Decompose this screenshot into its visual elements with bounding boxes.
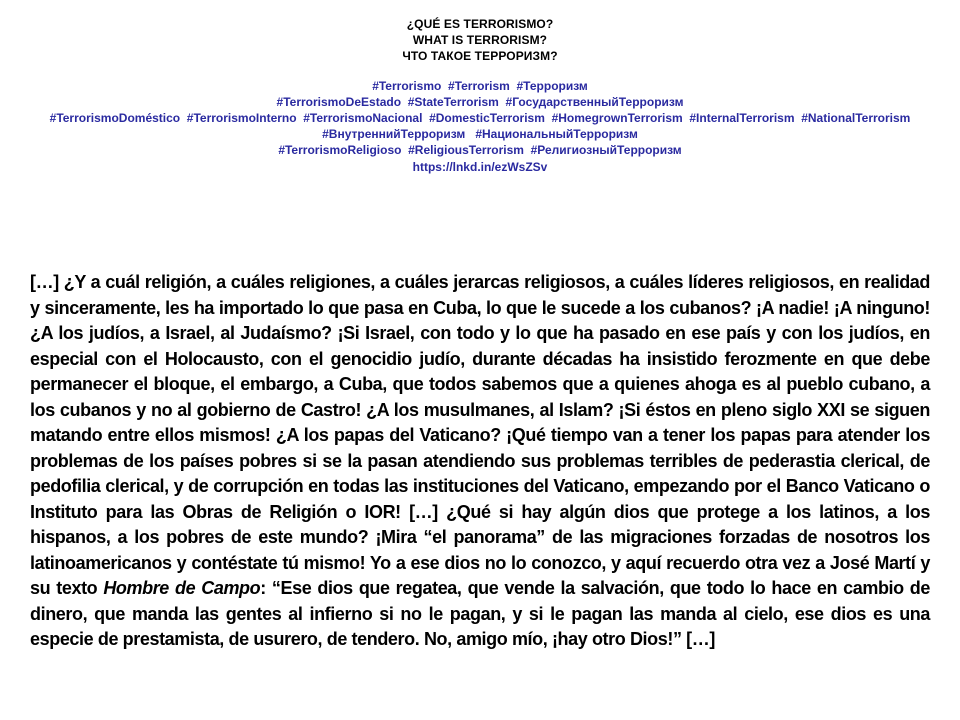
italic-title-phrase: Hombre de Campo [103,578,261,598]
slide-header [0,0,960,176]
hashtag-line: #TerrorismoDeEstado #StateTerrorism #ГосударственныйТерроризм [276,95,684,109]
body-text-part1: […] ¿Y a cuál religión, a cuáles religiones, a cuáles jerarcas religiosos, a cuáles líderes religiosos, en realidad y sinceramente, les ha importado lo que pasa en Cuba, lo que le sucede a los cubanos? ¡A nadie! ¡A ninguno! ¿A los judíos, a Israel, al Judaísmo? ¡Si Israel, con todo y lo que ha pasado en ese país y con los judíos, en especial con el Holocausto, con el genocidio judío, durante décadas ha insistido ferozmente en que debe permanecer el bloque, el embargo, a Cuba, que todos sabemos que a quienes ahoga es al pueblo cubano, a los cubanos y no al gobierno de Castro! ¿A los musulmanes, al Islam? ¡Si éstos en pleno siglo XXI se siguen matando entre ellos mismos! ¿A los papas del Vaticano? ¡Qué tiempo van a tener los papas para atender los problemas de los países pobres si se la pasan atendiendo sus problemas terribles de pederastia clerical, de pedofilia clerical, y de corrupción en todas las instituciones del Vaticano, empezando por el Banco Vaticano o Instituto para las Obras de Religión o IOR! […] ¿Qué si hay algún dios que protege a los latinos, a los hispanos, a los pobres de este mundo? ¡Mira “el panorama” de las migraciones forzadas de nosotros los latinoamericanos y contéstate tú mismo! Yo a ese dios no lo conozco, y aquí recuerdo otra vez a José Martí y su texto [30,272,930,598]
hashtag-line: #Terrorismo #Terrorism #Терроризм [372,79,588,93]
hashtag-line: #TerrorismoDoméstico #TerrorismoInterno #TerrorismoNacional #DomesticTerrorism #HomegrownTerrorism #InternalTerrorism #NationalTerrorism [49,111,911,125]
body-paragraph [30,270,930,653]
hashtag-line: #ВнутреннийТерроризм #НациональныйТерроризм [322,127,638,141]
body-text-part2: : “Ese dios que regatea, que vende la salvación, que todo lo hace en cambio de dinero, que manda las gentes al infierno si no le pagan, y si le pagan las manda al cielo, ese dios es una especie de prestamista, de usurero, de tendero. No, amigo mío, ¡hay otro Dios!” […] [30,578,930,649]
title-line-spanish: ¿QUÉ ES TERRORISMO? [406,17,554,31]
hashtags-block [0,78,960,176]
title-line-russian: ЧТО ТАКОЕ ТЕРРОРИЗМ? [402,49,558,63]
hashtag-line: #TerrorismoReligioso #ReligiousTerrorism #РелигиозныйТерроризм [278,143,682,157]
post-url-link[interactable]: https://lnkd.in/ezWsZSv [412,160,548,174]
title-line-english: WHAT IS TERRORISM? [412,33,548,47]
